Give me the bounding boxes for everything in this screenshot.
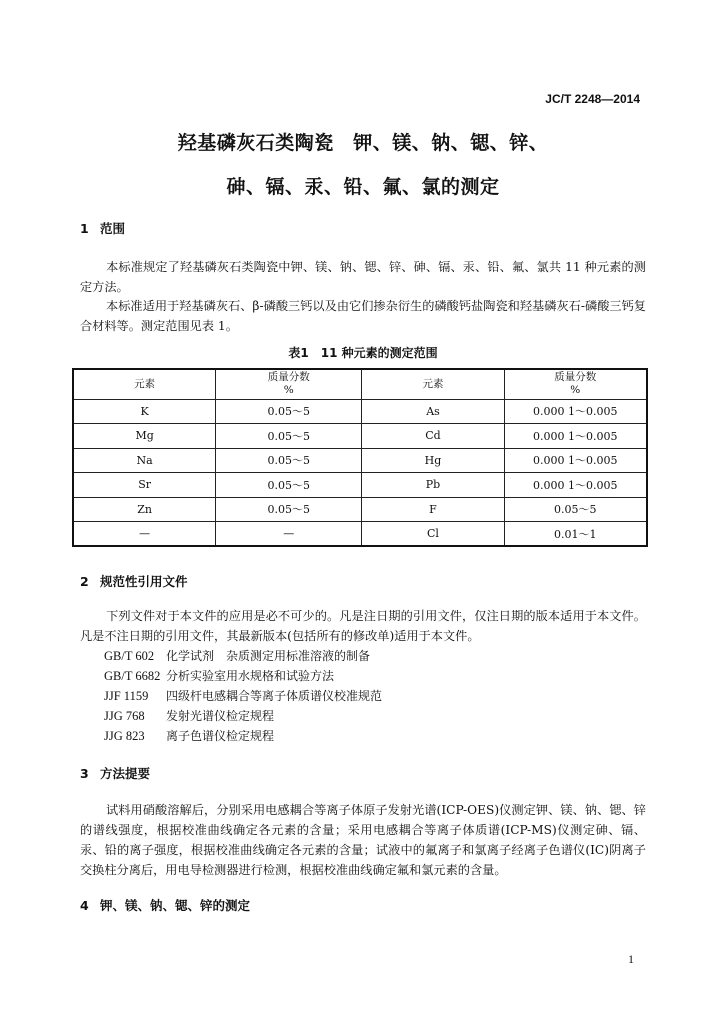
table-header-row — [73, 369, 647, 399]
table-cell: 0.000 1～0.005 — [504, 473, 647, 498]
reference-title: 化学试剂 杂质测定用标准溶液的制备 — [166, 649, 371, 663]
table-cell: F — [362, 497, 504, 522]
table-row — [73, 424, 647, 449]
section-1-paragraph-2 — [80, 296, 646, 336]
list-item — [104, 706, 382, 726]
section-1-paragraph-1 — [80, 257, 646, 297]
table-cell: As — [362, 399, 504, 424]
reference-code: GB/T 602 — [104, 649, 155, 663]
header-cell: 元素 — [73, 369, 216, 399]
document-title-line2: 砷、镉、汞、铅、氟、氯的测定 — [226, 176, 500, 198]
header-cell: 质量分数 % — [504, 369, 647, 399]
table-cell: Hg — [362, 448, 504, 473]
section-title: 规范性引用文件 — [100, 574, 188, 589]
section-4-heading — [80, 896, 250, 914]
section-3-heading — [80, 764, 150, 782]
table-cell: 0.05～5 — [504, 497, 647, 522]
table-cell: Na — [73, 448, 216, 473]
table-cell: Mg — [73, 424, 216, 449]
page-number: 1 — [628, 952, 634, 966]
table-row — [73, 497, 647, 522]
section-2-paragraph — [80, 606, 646, 646]
list-item — [104, 726, 382, 746]
list-item — [104, 686, 382, 706]
standard-code: JC/T 2248—2014 — [545, 92, 640, 106]
table-cell: 0.05～5 — [216, 399, 362, 424]
table-cell: K — [73, 399, 216, 424]
table-cell: 0.05～5 — [216, 473, 362, 498]
reference-title: 离子色谱仪检定规程 — [166, 729, 275, 743]
section-3-paragraph — [80, 800, 646, 880]
reference-code: JJF 1159 — [104, 689, 149, 703]
table-cell: Pb — [362, 473, 504, 498]
table-cell: 0.000 1～0.005 — [504, 399, 647, 424]
reference-title: 发射光谱仪检定规程 — [166, 709, 275, 723]
section-2-heading — [80, 572, 188, 590]
section-title: 范围 — [100, 221, 126, 236]
section-title: 方法提要 — [100, 766, 151, 781]
reference-code: GB/T 6682 — [104, 669, 161, 683]
table-cell: Cd — [362, 424, 504, 449]
table-row — [73, 473, 647, 498]
table-row — [73, 399, 647, 424]
table-cell: 0.05～5 — [216, 497, 362, 522]
list-item — [104, 646, 382, 666]
table-cell: — — [73, 522, 216, 547]
section-number: 2 — [80, 574, 89, 589]
table-cell: 0.05～5 — [216, 424, 362, 449]
paragraph-text: 本标准规定了羟基磷灰石类陶瓷中钾、镁、钠、锶、锌、砷、镉、汞、铅、氟、氯共 11 种元素的测定方法。 — [80, 260, 646, 294]
normative-reference-list — [104, 646, 382, 746]
section-number: 3 — [80, 766, 89, 781]
reference-title: 四级杆电感耦合等离子体质谱仪校准规范 — [166, 689, 383, 703]
table-cell: 0.05～5 — [216, 448, 362, 473]
table-cell: Sr — [73, 473, 216, 498]
section-number: 4 — [80, 898, 89, 913]
reference-title: 分析实验室用水规格和试验方法 — [166, 669, 335, 683]
list-item — [104, 666, 382, 686]
header-cell: 质量分数 % — [216, 369, 362, 399]
table-row — [73, 448, 647, 473]
section-1-heading — [80, 219, 125, 237]
table-cell: Zn — [73, 497, 216, 522]
table-caption: 表1 11 种元素的测定范围 — [288, 346, 438, 360]
table-cell: Cl — [362, 522, 504, 547]
paragraph-text: 本标准适用于羟基磷灰石、β-磷酸三钙以及由它们掺杂衍生的磷酸钙盐陶瓷和羟基磷灰石-磷酸三钙复合材料等。测定范围见表 1。 — [80, 299, 646, 333]
header-cell: 元素 — [362, 369, 504, 399]
section-number: 1 — [80, 221, 89, 236]
table-cell: 0.000 1～0.005 — [504, 424, 647, 449]
document-title-line1: 羟基磷灰石类陶瓷 钾、镁、钠、锶、锌、 — [177, 132, 549, 154]
element-range-table — [72, 368, 648, 547]
paragraph-text: 下列文件对于本文件的应用是必不可少的。凡是注日期的引用文件，仅注日期的版本适用于本文件。凡是不注日期的引用文件，其最新版本(包括所有的修改单)适用于本文件。 — [80, 609, 646, 643]
table-row — [73, 522, 647, 547]
table-cell: 0.000 1～0.005 — [504, 448, 647, 473]
table-cell: — — [216, 522, 362, 547]
reference-code: JJG 768 — [104, 709, 145, 723]
table-cell: 0.01～1 — [504, 522, 647, 547]
paragraph-text: 试料用硝酸溶解后，分别采用电感耦合等离子体原子发射光谱(ICP-OES)仪测定钾、镁、钠、锶、锌的谱线强度，根据校准曲线确定各元素的含量；采用电感耦合等离子体质谱(ICP-MS)仪测定砷、镉、汞、铅的离子强度，根据校准曲线确定各元素的含量；试液中的氟离子和氯离子经离子色谱仪(IC)阴离子交换柱分离后，用电导检测器进行检测，根据校准曲线确定氟和氯元素的含量。 — [80, 803, 646, 877]
section-title: 钾、镁、钠、锶、锌的测定 — [100, 898, 251, 913]
reference-code: JJG 823 — [104, 729, 145, 743]
